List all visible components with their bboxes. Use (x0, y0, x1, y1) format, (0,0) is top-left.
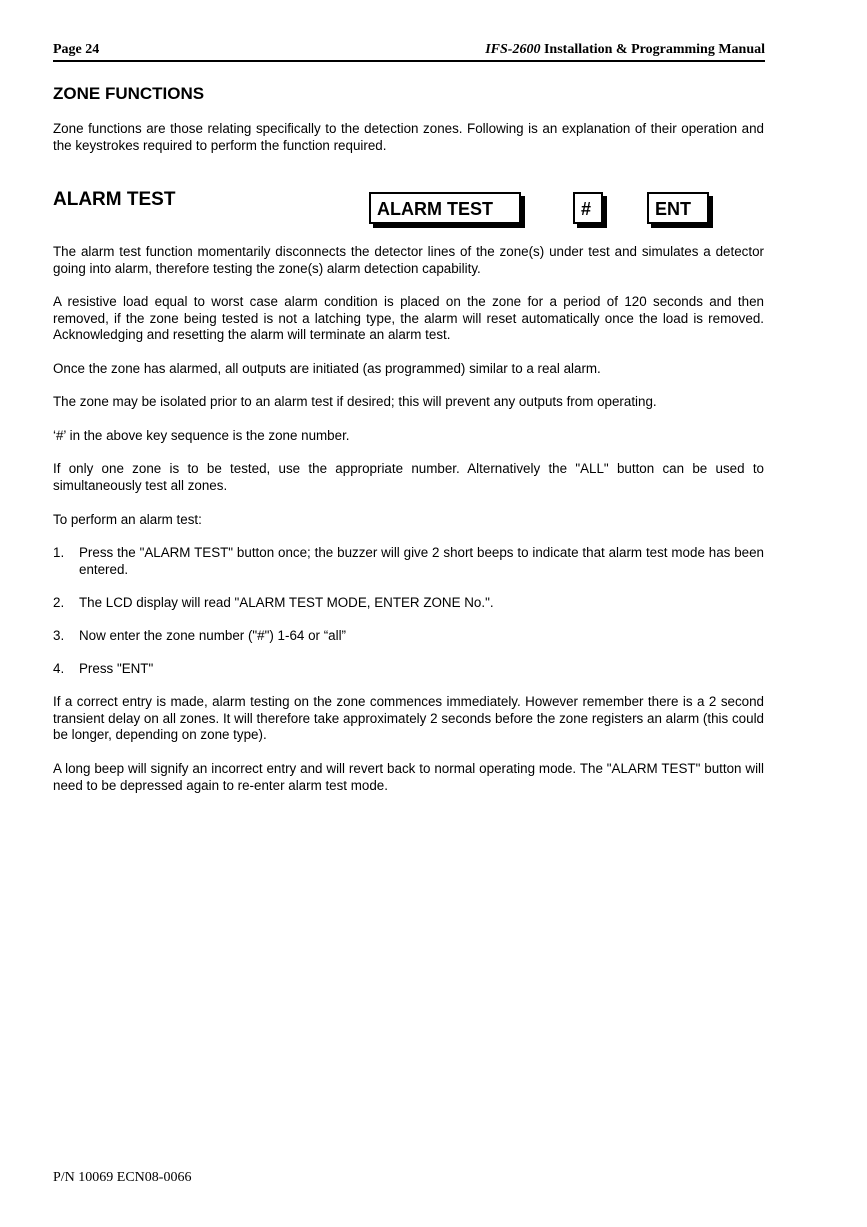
step-text: Press "ENT" (79, 661, 154, 676)
list-item (53, 595, 764, 612)
section-intro: Zone functions are those relating specifically to the detection zones. Following is an explanation of their operation and the keystrokes required to perform the function required. (53, 121, 764, 153)
model-name: IFS-2600 (485, 42, 541, 57)
alarm-test-key: ALARM TEST (369, 192, 521, 224)
manual-title-text: Installation & Programming Manual (540, 42, 765, 57)
step-text: Now enter the zone number ("#") 1-64 or “all” (79, 628, 347, 643)
step-text: The LCD display will read "ALARM TEST MODE, ENTER ZONE No.". (79, 595, 494, 610)
step-text: Press the "ALARM TEST" button once; the buzzer will give 2 short beeps to indicate that alarm test mode has been entered. (79, 545, 764, 577)
manual-title (485, 42, 765, 58)
paragraph: If a correct entry is made, alarm testing on the zone commences immediately. However remember there is a 2 second transient delay on all zones. It will therefore take approximately 2 seconds before the zone registers an alarm (this could be longer, depending on zone type). (53, 694, 764, 743)
list-item (53, 661, 764, 678)
list-item (53, 545, 764, 578)
page-number: Page 24 (53, 42, 100, 57)
paragraph: Once the zone has alarmed, all outputs are initiated (as programmed) similar to a real alarm. (53, 361, 601, 376)
step-number: 3. (53, 628, 65, 643)
step-number: 1. (53, 545, 65, 560)
paragraph: The alarm test function momentarily disconnects the detector lines of the zone(s) under test and simulates a detector going into alarm, therefore testing the zone(s) alarm detection capability. (53, 244, 764, 276)
step-number: 2. (53, 595, 65, 610)
header-rule (53, 60, 765, 62)
page-header (53, 42, 765, 60)
paragraph: ‘#’ in the above key sequence is the zone number. (53, 428, 350, 443)
paragraph: A resistive load equal to worst case alarm condition is placed on the zone for a period of 120 seconds and then removed, if the zone being tested is not a latching type, the alarm will reset automatically once the load is removed. Acknowledging and resetting the alarm will terminate an alarm test. (53, 294, 764, 343)
paragraph: The zone may be isolated prior to an alarm test if desired; this will prevent any outputs from operating. (53, 394, 657, 409)
paragraph: A long beep will signify an incorrect entry and will revert back to normal operating mode. The "ALARM TEST" button will need to be depressed again to re-enter alarm test mode. (53, 761, 764, 793)
section-title: ZONE FUNCTIONS (53, 84, 205, 103)
enter-key: ENT (647, 192, 709, 224)
paragraph: If only one zone is to be tested, use the appropriate number. Alternatively the "ALL" button can be used to simultaneously test all zones. (53, 461, 764, 493)
paragraph: To perform an alarm test: (53, 512, 202, 527)
step-number: 4. (53, 661, 65, 676)
page-footer: P/N 10069 ECN08-0066 (53, 1170, 192, 1185)
subsection-title: ALARM TEST (53, 189, 176, 210)
zone-number-key: # (573, 192, 603, 224)
list-item (53, 628, 764, 645)
